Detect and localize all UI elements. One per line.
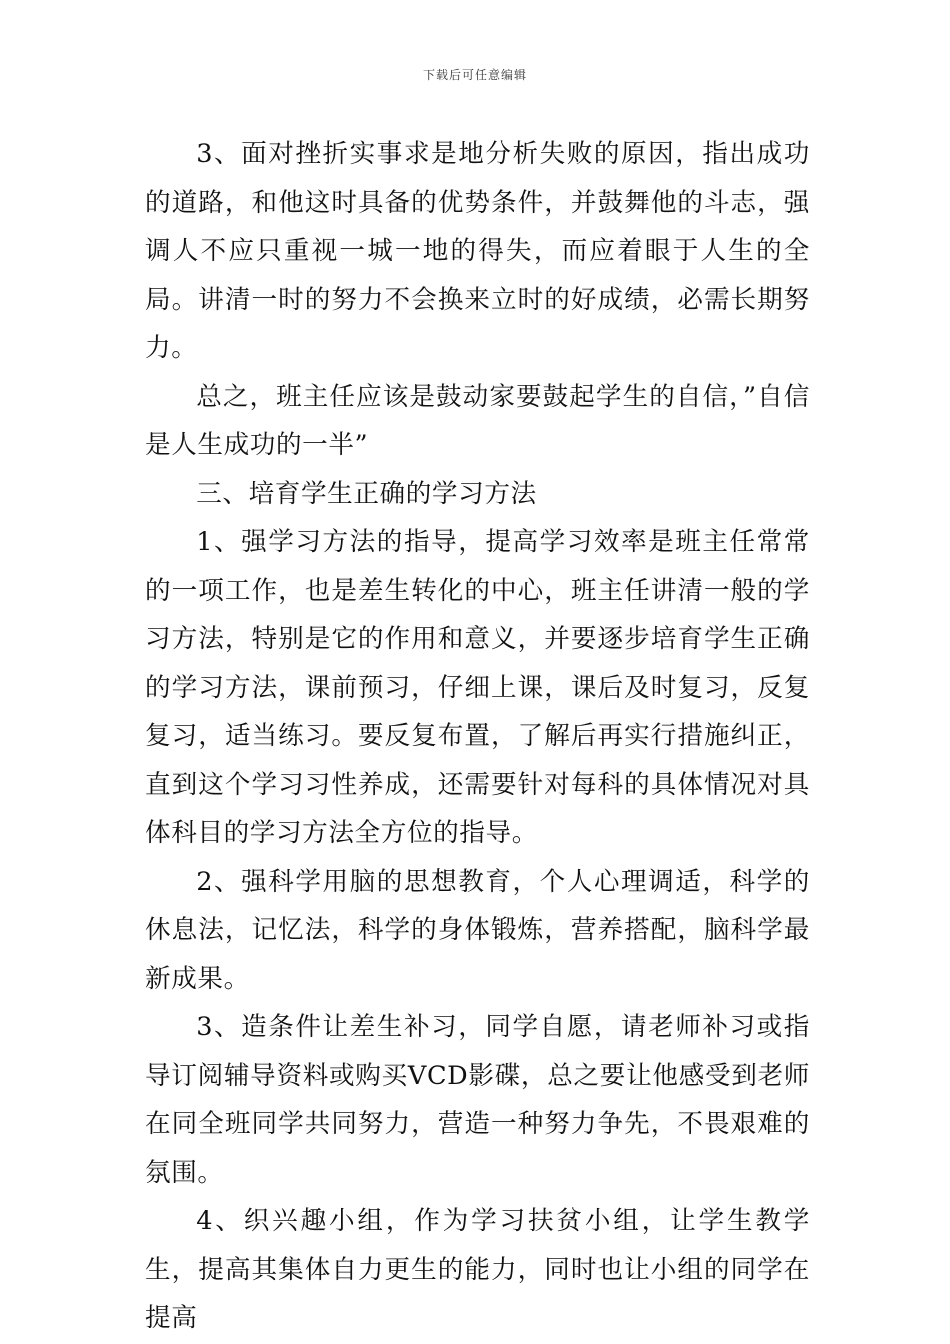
document-body (145, 130, 810, 1343)
page-header-note: 下载后可任意编辑 (422, 68, 527, 82)
paragraph-brain-education: 2、强科学用脑的思想教育，个人心理调适，科学的休息法，记忆法，科学的身体锻炼，营养搭配，脑科学最新成果。 (145, 866, 810, 994)
paragraph-interest-groups: 4、织兴趣小组，作为学习扶贫小组，让学生教学生，提高其集体自力更生的能力，同时也让小组的同学在提高 (145, 1206, 810, 1333)
paragraph-summary-confidence: 总之，班主任应该是鼓动家要鼓起学生的自信，”自信是人生成功的一半” (145, 381, 810, 460)
paragraph-failure-analysis: 3、面对挫折实事求是地分析失败的原因，指出成功的道路，和他这时具备的优势条件，并鼓舞他的斗志，强调人不应只重视一城一地的得失，而应着眼于人生的全局。讲清一时的努力不会换来立时的好成绩，必需长期努力。 (145, 139, 810, 363)
paragraph-tutoring-conditions: 3、造条件让差生补习，同学自愿，请老师补习或指导订阅辅导资料或购买VCD影碟，总之要让他感受到老师在同全班同学共同努力，营造一种努力争先，不畏艰难的氛围。 (145, 1012, 810, 1188)
paragraph-method-guidance: 1、强学习方法的指导，提高学习效率是班主任常常的一项工作，也是差生转化的中心，班主任讲清一般的学习方法，特别是它的作用和意义，并要逐步培育学生正确的学习方法，课前预习，仔细上课，课后及时复习，反复复习，适当练习。要反复布置，了解后再实行措施纠正，直到这个学习习性养成，还需要针对每科的具体情况对具体科目的学习方法全方位的指导。 (145, 527, 810, 848)
section-heading-study-methods: 三、培育学生正确的学习方法 (196, 478, 537, 509)
